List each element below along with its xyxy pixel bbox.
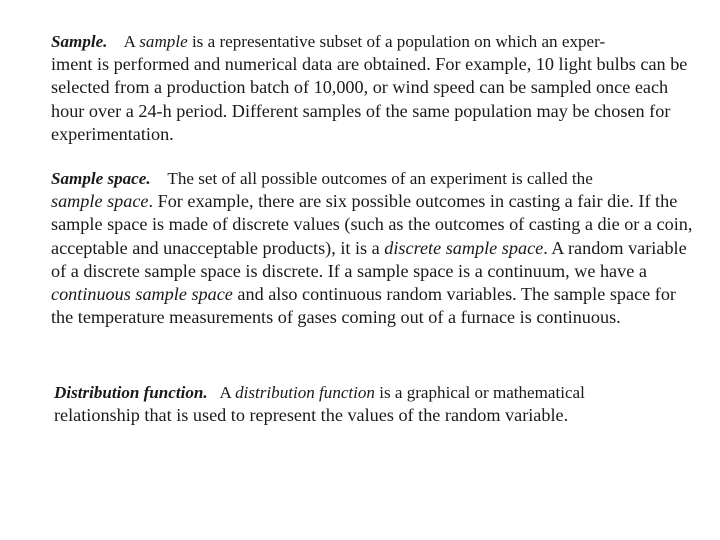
text-line: acceptable and unacceptable products), it is a discrete sample space. A random variable xyxy=(51,237,687,258)
text-line: sample space is made of discrete values (such as the outcomes of casting a die or a coin, xyxy=(51,214,693,235)
italic-term: discrete sample space xyxy=(384,237,544,258)
text-line: experimentation. xyxy=(51,123,174,144)
text-line: Sample. A sample is a representative subset of a population on which an exper- xyxy=(51,32,606,51)
term-heading: Distribution function. xyxy=(54,383,208,402)
term-heading: Sample. xyxy=(51,32,108,51)
text-line: hour over a 24-h period. Different samples of the same population may be chosen for xyxy=(51,100,671,121)
text-line: Sample space. The set of all possible outcomes of an experiment is called the xyxy=(51,169,593,188)
text-line: of a discrete sample space is discrete. If a sample space is a continuum, we have a xyxy=(51,260,647,281)
paragraph-sample xyxy=(5,30,712,146)
paragraph-distribution-function xyxy=(8,381,708,427)
paragraph-sample-space xyxy=(5,167,712,329)
text-line: continuous sample space and also continuous random variables. The sample space for xyxy=(51,284,676,305)
term-heading: Sample space. xyxy=(51,169,151,188)
italic-term: sample space xyxy=(51,191,149,212)
italic-term: sample xyxy=(139,32,188,51)
italic-term: continuous sample space xyxy=(51,284,233,305)
text-line: selected from a production batch of 10,000, or wind speed can be sampled once each xyxy=(51,77,669,98)
text-line: Distribution function. A distribution function is a graphical or mathematical xyxy=(54,383,585,402)
text-line: iment is performed and numerical data are obtained. For example, 10 light bulbs can be xyxy=(51,54,688,75)
text-line: sample space. For example, there are six possible outcomes in casting a fair die. If the xyxy=(51,191,678,212)
italic-term: distribution function xyxy=(235,383,375,402)
text-line: the temperature measurements of gases coming out of a furnace is continuous. xyxy=(51,307,621,328)
text-line: relationship that is used to represent the values of the random variable. xyxy=(54,405,569,426)
